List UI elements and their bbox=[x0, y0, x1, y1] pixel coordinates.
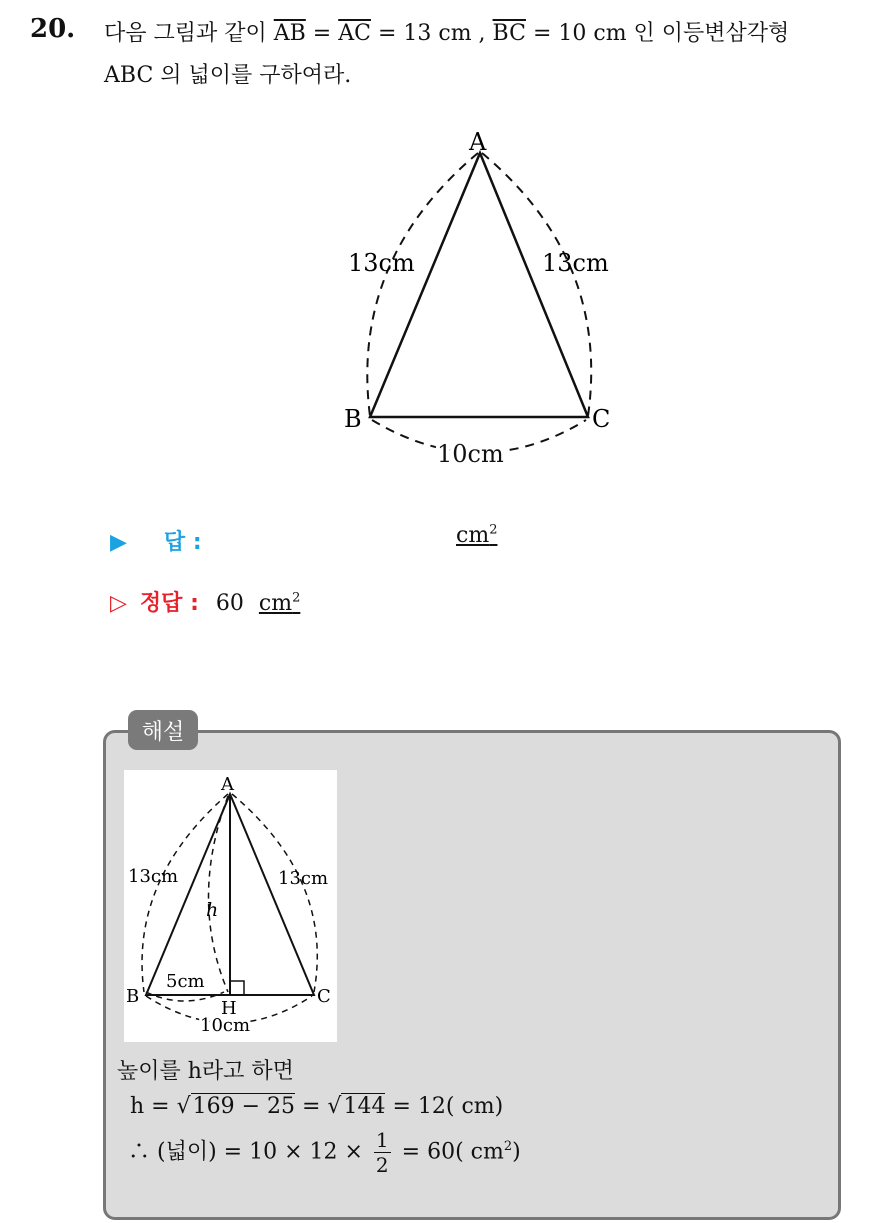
sol-side-ac-label: 13cm bbox=[278, 868, 329, 889]
sol-vertex-c: C bbox=[317, 986, 331, 1007]
triangle-abc bbox=[370, 153, 588, 417]
sol-l3-post: = 60( cm bbox=[401, 1139, 504, 1165]
side-ac-label: 13cm bbox=[542, 249, 609, 277]
sol-l2-post: = 12( cm) bbox=[385, 1094, 504, 1119]
sol-l2-pre: h = √ bbox=[130, 1094, 191, 1119]
sol-side-bc-label: 10cm bbox=[200, 1015, 251, 1036]
sol-half-label: 5cm bbox=[166, 971, 205, 992]
sol-l2-rad1: 169 − 25 bbox=[192, 1094, 296, 1119]
answer-label: 답 : bbox=[163, 530, 202, 555]
sol-vertex-a: A bbox=[221, 774, 234, 795]
vertex-a-label: A bbox=[469, 128, 487, 156]
sol-l2-mid: = √ bbox=[295, 1094, 342, 1119]
length-bc: = 10 cm 인 이등변삼각형 bbox=[525, 21, 790, 46]
correct-label: 정답 : bbox=[139, 591, 199, 616]
sol-l3-num: 1 bbox=[375, 1128, 389, 1152]
segment-ab: $\overline{AB}$ bbox=[273, 21, 306, 46]
sol-l2-rad2: 144 bbox=[343, 1094, 386, 1119]
sol-arc-half bbox=[146, 992, 224, 1001]
sol-vertex-b: B bbox=[126, 986, 140, 1007]
sol-arc-height bbox=[209, 796, 229, 992]
question-text-pre: 다음 그림과 같이 bbox=[104, 21, 274, 46]
correct-unit: cm bbox=[258, 591, 293, 616]
side-ab-label: 13cm bbox=[348, 249, 415, 277]
sol-l3-pre: ∴ (넓이) = 10 × 12 × bbox=[128, 1139, 363, 1165]
answer-unit-exp: 2 bbox=[489, 523, 498, 538]
segment-ac: $\overline{AC}$ bbox=[338, 21, 371, 46]
length-ac: = 13 cm , bbox=[370, 21, 493, 46]
correct-marker-icon: ▷ bbox=[110, 591, 127, 616]
sol-arc-ab bbox=[142, 794, 228, 992]
sol-l3-fraction bbox=[374, 1128, 391, 1177]
sol-arc-ac bbox=[232, 794, 317, 992]
vertex-c-label: C bbox=[592, 405, 611, 433]
arc-ac bbox=[482, 153, 591, 416]
right-angle-mark bbox=[230, 981, 244, 995]
segment-bc: $\overline{BC}$ bbox=[492, 21, 526, 46]
sol-l3-exp: 2 bbox=[503, 1139, 513, 1155]
answer-marker-icon: ▶ bbox=[110, 530, 127, 555]
correct-row bbox=[110, 586, 300, 617]
question-line-1 bbox=[104, 16, 789, 47]
vertex-b-label: B bbox=[344, 405, 362, 433]
side-bc-label: 10cm bbox=[437, 440, 504, 468]
sol-l3-end: ) bbox=[512, 1139, 521, 1165]
solution-tag: 해설 bbox=[128, 710, 198, 750]
correct-value: 60 bbox=[215, 591, 244, 616]
solution-line-1: 높이를 h라고 하면 bbox=[117, 1059, 294, 1084]
answer-row bbox=[110, 525, 202, 556]
sol-side-ab-label: 13cm bbox=[128, 866, 179, 887]
solution-figure-panel bbox=[124, 770, 337, 1042]
sol-vertex-h: H bbox=[221, 998, 237, 1019]
solution-line-2 bbox=[130, 1094, 503, 1119]
sol-height-label: h bbox=[206, 899, 219, 921]
triangle-figure bbox=[330, 120, 630, 480]
arc-ab bbox=[367, 153, 478, 416]
correct-unit-exp: 2 bbox=[292, 590, 301, 606]
dimension-arcs bbox=[367, 153, 591, 453]
sol-l3-den: 2 bbox=[375, 1153, 389, 1177]
answer-unit bbox=[456, 523, 497, 548]
solution-line-3 bbox=[128, 1128, 521, 1177]
solution-figure bbox=[124, 770, 337, 1042]
answer-unit-text: cm bbox=[456, 523, 490, 549]
question-line-2: ABC 의 넓이를 구하여라. bbox=[104, 63, 352, 88]
question-number: 20. bbox=[30, 14, 76, 44]
equals: = bbox=[305, 21, 339, 46]
